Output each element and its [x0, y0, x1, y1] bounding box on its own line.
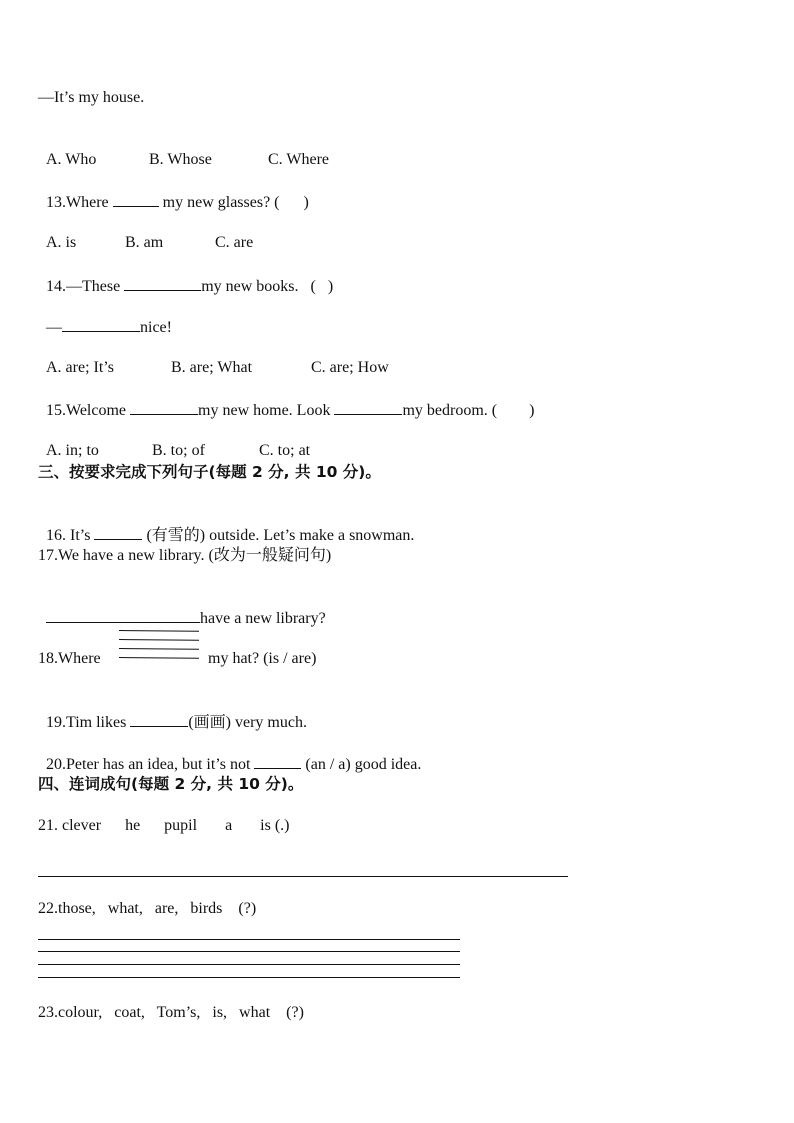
- question-15-text-b: my new home. Look: [198, 402, 335, 419]
- answer-line[interactable]: [119, 639, 199, 641]
- answer-line[interactable]: [38, 939, 460, 940]
- answer-blank[interactable]: [46, 607, 200, 623]
- answer-blank[interactable]: [94, 524, 142, 540]
- question-13-text-a: 13.Where: [46, 194, 113, 211]
- section-4-heading: 四、连词成句(每题 2 分, 共 10 分)。: [38, 775, 304, 793]
- question-14-text-b: my new books. ( ): [201, 278, 334, 295]
- option-c: C. to; at: [259, 442, 311, 459]
- option-c: C. Where: [268, 151, 330, 168]
- question-14: [38, 255, 333, 297]
- option-b: B. to; of: [152, 442, 205, 459]
- option-a: A. in; to: [46, 442, 99, 459]
- option-a: A. is: [46, 234, 77, 251]
- question-15-options: [38, 421, 310, 461]
- question-12-answer-line: —It’s my house.: [38, 89, 145, 106]
- option-a: A. Who: [46, 151, 97, 168]
- question-18-text-b: my hat? (is / are): [208, 650, 317, 667]
- question-19: [38, 691, 307, 733]
- answer-line[interactable]: [119, 657, 199, 659]
- option-b: B. am: [125, 234, 164, 251]
- question-15-text-c: my bedroom. ( ): [402, 402, 535, 419]
- question-20-text-b: (an / a) good idea.: [301, 756, 422, 773]
- question-18-text-a: 18.Where: [38, 650, 101, 667]
- question-14-text-a: 14.—These: [46, 278, 125, 295]
- answer-blank[interactable]: [124, 275, 201, 291]
- answer-line[interactable]: [38, 977, 460, 978]
- question-16: [38, 504, 414, 546]
- question-16-text-b: (有雪的) outside. Let’s make a snowman.: [142, 527, 415, 544]
- question-17-answer-text: have a new library?: [200, 610, 326, 627]
- answer-blank[interactable]: [113, 191, 159, 207]
- question-19-text-a: 19.Tim likes: [46, 714, 131, 731]
- question-13-options: [38, 213, 253, 253]
- question-20: [38, 733, 421, 775]
- question-19-text-b: (画画) very much.: [188, 714, 307, 731]
- option-b: B. are; What: [171, 359, 253, 376]
- answer-blank[interactable]: [62, 316, 140, 332]
- question-16-text-a: 16. It’s: [46, 527, 95, 544]
- option-c: C. are: [215, 234, 254, 251]
- question-14-reply-dash: —: [46, 319, 62, 336]
- answer-line[interactable]: [38, 876, 568, 877]
- question-15: [38, 379, 534, 421]
- question-17-answer: [38, 587, 326, 629]
- question-17: 17.We have a new library. (改为一般疑问句): [38, 547, 332, 564]
- question-13-text-b: my new glasses? ( ): [158, 194, 309, 211]
- answer-blank[interactable]: [130, 711, 188, 727]
- option-a: A. are; It’s: [46, 359, 114, 376]
- answer-blank[interactable]: [254, 753, 301, 769]
- option-b: B. Whose: [149, 151, 212, 168]
- question-14-options: [38, 338, 389, 378]
- answer-line[interactable]: [119, 630, 199, 632]
- question-13: [38, 171, 309, 213]
- question-12-options: [38, 130, 329, 170]
- option-c: C. are; How: [311, 359, 389, 376]
- answer-line[interactable]: [38, 951, 460, 952]
- section-3-heading: 三、按要求完成下列句子(每题 2 分, 共 10 分)。: [38, 463, 381, 481]
- answer-line[interactable]: [119, 648, 199, 650]
- answer-blank[interactable]: [334, 399, 402, 415]
- question-14-reply: [38, 296, 172, 338]
- question-23: 23.colour, coat, Tom’s, is, what (?): [38, 1004, 304, 1021]
- question-14-reply-text: nice!: [140, 319, 172, 336]
- question-20-text-a: 20.Peter has an idea, but it’s not: [46, 756, 255, 773]
- answer-blank[interactable]: [130, 399, 198, 415]
- answer-line[interactable]: [38, 964, 460, 965]
- question-22: 22.those, what, are, birds (?): [38, 900, 257, 917]
- question-15-text-a: 15.Welcome: [46, 402, 131, 419]
- question-21: 21. clever he pupil a is (.): [38, 817, 290, 834]
